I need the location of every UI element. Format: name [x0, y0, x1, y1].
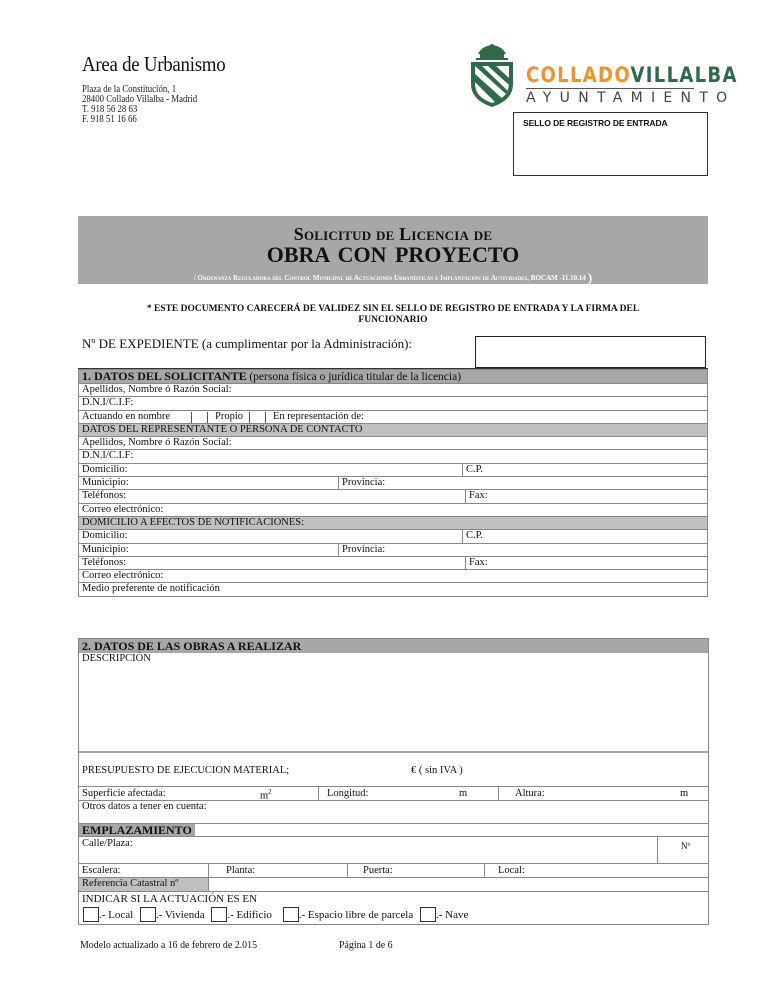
rep-province-field[interactable]: Provincia:	[342, 477, 386, 489]
door-field[interactable]: Puerta:	[363, 865, 393, 876]
surface-label: Superficie afectada:	[82, 788, 166, 799]
checkbox-vivienda[interactable]	[140, 907, 156, 922]
address-line: 28400 Collado Villalba - Madrid	[82, 94, 198, 105]
type-option-espacio-libre[interactable]	[275, 906, 414, 924]
notif-municipality-row	[79, 543, 707, 556]
notif-preferred-field[interactable]	[79, 582, 707, 595]
phone-line: T. 918 56 28 63	[82, 104, 138, 115]
option-label: .- Edificio	[227, 909, 272, 921]
floor-field[interactable]: Planta:	[226, 865, 256, 876]
notif-phones-field[interactable]: Teléfonos:	[82, 556, 127, 568]
fax-line: F. 918 51 16 66	[82, 114, 137, 125]
section2-header: 2. DATOS DE LAS OBRAS A REALIZAR	[79, 639, 708, 653]
notifications-header-label: DOMICILIO A EFECTOS DE NOTIFICACIONES:	[82, 516, 305, 528]
budget-unit: € ( sin IVA )	[411, 765, 463, 776]
type-option-vivienda[interactable]	[136, 906, 205, 924]
stamp-box-label: SELLO DE REGISTRO DE ENTRADA	[523, 118, 668, 128]
street-field[interactable]: Calle/Plaza:	[82, 838, 133, 849]
type-options-row	[79, 906, 708, 924]
legal-reference-close: )	[587, 270, 593, 285]
notif-phones-row	[79, 556, 707, 569]
legal-reference-text: / Ordenanza Reguladora del Control Municipal de Actuaciones Urbanísticas e Implantación de Actividades, BOCAM -11.10.14	[193, 274, 586, 282]
rep-phones-row	[79, 489, 707, 502]
expediente-label: Nº DE EXPEDIENTE (a cumplimentar por la Administración):	[82, 336, 413, 351]
local-field[interactable]: Local:	[498, 865, 525, 876]
option-label: .- Nave	[435, 909, 469, 921]
height-label: Altura:	[515, 788, 545, 799]
budget-label: PRESUPUESTO DE EJECUCION MATERIAL;	[82, 765, 290, 776]
department-title: Area de Urbanismo	[82, 52, 226, 76]
option-label: .- Espacio libre de parcela	[298, 909, 414, 921]
rep-cp-field[interactable]: C.P.	[466, 463, 483, 475]
type-option-edificio[interactable]	[207, 906, 272, 924]
option-label: .- Local	[99, 909, 134, 921]
rep-email-label: Correo electrónico:	[82, 503, 164, 515]
title-band	[78, 216, 708, 284]
street-number-field[interactable]: Nº	[681, 841, 691, 851]
rep-address-field[interactable]: Domicilio:	[82, 463, 128, 475]
notif-preferred-label: Medio preferente de notificación	[82, 583, 220, 595]
rep-dni-field[interactable]	[79, 449, 707, 462]
section1-header	[79, 369, 707, 383]
cadastral-row	[79, 878, 708, 892]
height-unit: m	[680, 788, 689, 799]
rep-name-label: Apellidos, Nombre ó Razón Social:	[82, 437, 232, 449]
applicant-name-field[interactable]	[79, 383, 707, 396]
type-option-local[interactable]	[79, 906, 133, 924]
section2-works-table	[78, 638, 709, 925]
logo-name-part1: COLLADO	[526, 63, 631, 87]
logo-subtitle: AYUNTAMIENTO	[526, 90, 736, 106]
location-header-label: EMPLAZAMIENTO	[79, 824, 195, 836]
notif-email-label: Correo electrónico:	[82, 570, 164, 582]
applicant-dni-label: D.N.I/C.I.F:	[82, 397, 134, 409]
notif-email-field[interactable]	[79, 569, 707, 582]
rep-email-field[interactable]	[79, 503, 707, 516]
dimensions-row	[79, 787, 708, 801]
checkbox-local[interactable]	[83, 907, 99, 922]
stair-field[interactable]: Escalera:	[82, 865, 121, 876]
notif-address-field[interactable]: Domicilio:	[82, 530, 128, 542]
length-label: Longitud:	[327, 788, 369, 799]
surface-unit-exp: 2	[268, 788, 272, 796]
checkbox-edificio[interactable]	[211, 907, 227, 922]
address-line: Plaza de la Constitución, 1	[82, 84, 177, 95]
legal-reference	[78, 270, 708, 286]
rep-municipality-row	[79, 476, 707, 489]
section1-note: (persona física o jurídica titular de la licencia)	[249, 371, 462, 383]
section1-applicant-table	[78, 369, 708, 597]
representative-header	[79, 423, 707, 436]
page-number: Página 1 de 6	[339, 939, 393, 951]
own-label: Propio	[215, 410, 244, 422]
acting-row	[79, 410, 707, 423]
entry-stamp-box	[513, 112, 708, 176]
representative-header-label: DATOS DEL REPRESENTANTE O PERSONA DE CONTACTO	[82, 423, 363, 435]
rep-name-field[interactable]	[79, 436, 707, 449]
address-detail-row	[79, 864, 708, 878]
description-label: DESCRIPCIÓN	[82, 653, 151, 664]
description-field[interactable]	[79, 653, 708, 753]
validity-warning-line2: FUNCIONARIO	[358, 315, 428, 325]
logo-wordmark	[526, 63, 738, 87]
expediente-field[interactable]	[475, 336, 706, 368]
budget-row[interactable]	[79, 753, 708, 787]
logo-name-part2: VILLALBA	[630, 63, 738, 87]
logo-divider	[526, 88, 694, 89]
notifications-header	[79, 516, 707, 529]
acting-label: Actuando en nombre	[82, 410, 171, 422]
applicant-dni-field[interactable]	[79, 396, 707, 409]
other-data-field[interactable]	[79, 801, 708, 824]
rep-dni-label: D.N.I/C.I.F:	[82, 450, 134, 462]
type-option-nave[interactable]	[416, 906, 468, 924]
rep-address-row	[79, 463, 707, 476]
length-unit: m	[459, 788, 468, 799]
representation-label: En representación de:	[273, 410, 364, 422]
model-date: Modelo actualizado a 16 de febrero de 2.015	[80, 939, 258, 951]
cadastral-field[interactable]	[209, 878, 709, 891]
cadastral-label: Referencia Catastral nº	[79, 878, 208, 891]
form-title-line1: Solicitud de Licencia de	[293, 224, 493, 244]
validity-warning-line1: * ESTE DOCUMENTO CARECERÁ DE VALIDEZ SIN EL SELLO DE REGISTRO DE ENTRADA Y LA FIRMA DEL	[146, 304, 640, 314]
notif-address-row	[79, 529, 707, 542]
checkbox-espacio-libre[interactable]	[283, 907, 299, 922]
section1-title: 1. DATOS DEL SOLICITANTE	[82, 369, 247, 383]
applicant-name-label: Apellidos, Nombre ó Razón Social:	[82, 384, 232, 395]
rep-municipality-field[interactable]: Municipio:	[82, 477, 129, 489]
notif-cp-field[interactable]: C.P.	[466, 530, 483, 542]
notif-province-field[interactable]: Provincia:	[342, 543, 386, 555]
acting-own-checkbox[interactable]	[191, 412, 208, 424]
coat-of-arms-icon	[468, 44, 516, 108]
representation-checkbox[interactable]	[249, 412, 266, 424]
form-title-line2: OBRA CON PROYECTO	[266, 242, 520, 267]
rep-phones-field[interactable]: Teléfonos:	[82, 490, 127, 502]
location-header	[79, 824, 708, 836]
surface-unit	[260, 788, 272, 802]
option-label: .- Vivienda	[155, 909, 205, 921]
notif-fax-field[interactable]: Fax:	[469, 556, 488, 568]
street-row	[79, 836, 708, 864]
rep-fax-field[interactable]: Fax:	[469, 490, 488, 502]
surface-unit-m: m	[260, 790, 269, 802]
type-question: INDICAR SI LA ACTUACIÓN ES EN	[82, 893, 258, 905]
checkbox-nave[interactable]	[420, 907, 436, 922]
other-data-label: Otros datos a tener en cuenta:	[82, 801, 207, 812]
notif-municipality-field[interactable]: Municipio:	[82, 543, 129, 555]
